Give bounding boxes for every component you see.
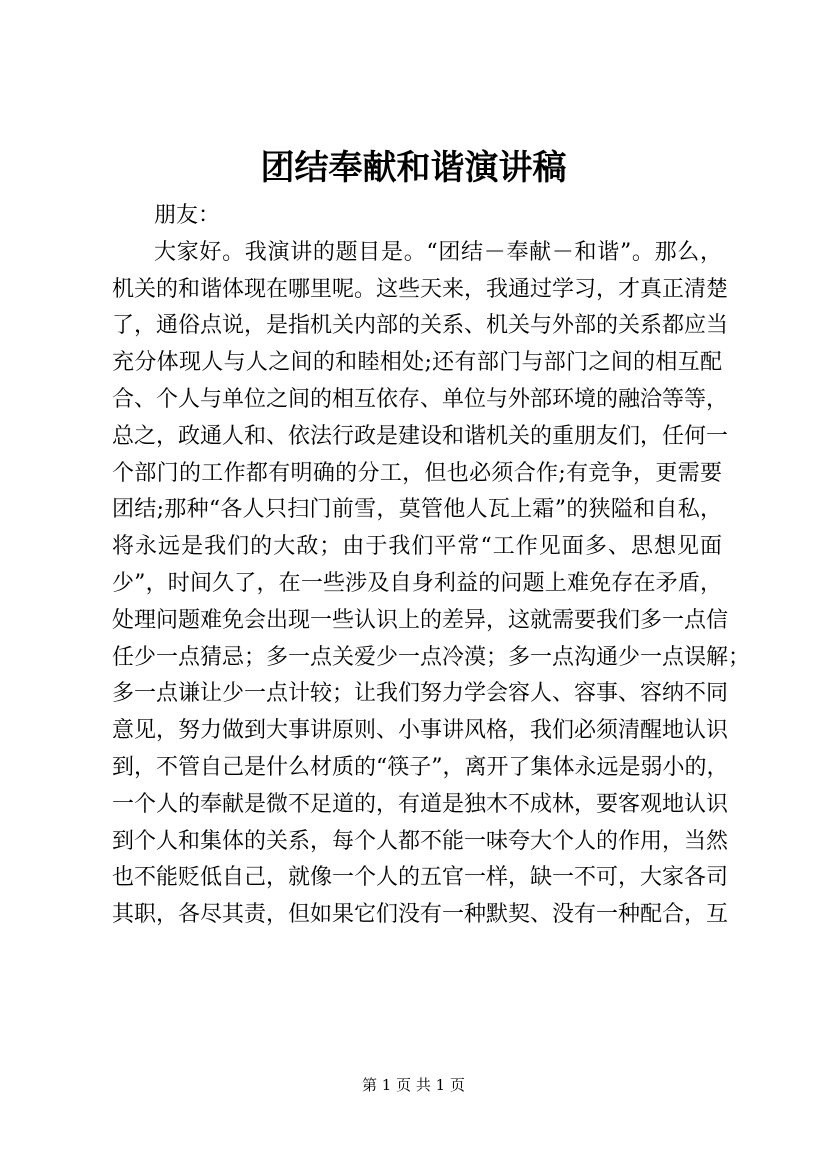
paragraph-line: 将永远是我们的大敌；由于我们平常“工作见面多、思想见面 bbox=[112, 534, 722, 560]
paragraph-line: 多一点谦让少一点计较；让我们努力学会容人、容事、容纳不同 bbox=[112, 681, 729, 707]
document-title: 团结奉献和谐演讲稿 bbox=[260, 148, 567, 188]
document-body bbox=[112, 198, 751, 934]
paragraph-line: 了，通俗点说，是指机关内部的关系、机关与外部的关系都应当 bbox=[112, 313, 729, 339]
page-footer: 第 1 页 共 1 页 bbox=[362, 1076, 465, 1094]
paragraph-line: 大家好。我演讲的题目是。“团结－奉献－和谐”。那么， bbox=[154, 239, 722, 265]
paragraph-line: 其职，各尽其责，但如果它们没有一种默契、没有一种配合，互 bbox=[112, 902, 729, 928]
paragraph-line: 合、个人与单位之间的相互依存、单位与外部环境的融洽等等， bbox=[112, 386, 729, 412]
paragraph-line: 机关的和谐体现在哪里呢。这些天来，我通过学习，才真正清楚 bbox=[112, 276, 729, 302]
paragraph-line: 到，不管自己是什么材质的“筷子”，离开了集体永远是弱小的， bbox=[112, 754, 729, 780]
paragraph-line: 到个人和集体的关系，每个人都不能一味夸大个人的作用，当然 bbox=[112, 828, 729, 854]
paragraph-line: 处理问题难免会出现一些认识上的差异，这就需要我们多一点信 bbox=[112, 607, 729, 633]
paragraph-line: 任少一点猜忌；多一点关爱少一点冷漠；多一点沟通少一点误解； bbox=[112, 644, 751, 670]
paragraph-line: 也不能贬低自己，就像一个人的五官一样，缺一不可，大家各司 bbox=[112, 865, 729, 891]
paragraph-line: 一个人的奉献是微不足道的，有道是独木不成林，要客观地认识 bbox=[112, 791, 729, 817]
paragraph-line: 少”，时间久了，在一些涉及自身利益的问题上难免存在矛盾， bbox=[112, 570, 722, 596]
paragraph-line: 充分体现人与人之间的和睦相处;还有部门与部门之间的相互配 bbox=[112, 350, 722, 376]
paragraph-line: 团结;那种“各人只扫门前雪，莫管他人瓦上霜”的狭隘和自私， bbox=[112, 497, 722, 523]
salutation: 朋友： bbox=[154, 203, 221, 228]
paragraph-line: 总之，政通人和、依法行政是建设和谐机关的重朋友们，任何一 bbox=[112, 423, 729, 449]
paragraph-line: 意见，努力做到大事讲原则、小事讲风格，我们必须清醒地认识 bbox=[112, 718, 729, 744]
paragraph-line: 个部门的工作都有明确的分工，但也必须合作;有竞争，更需要 bbox=[112, 460, 722, 486]
